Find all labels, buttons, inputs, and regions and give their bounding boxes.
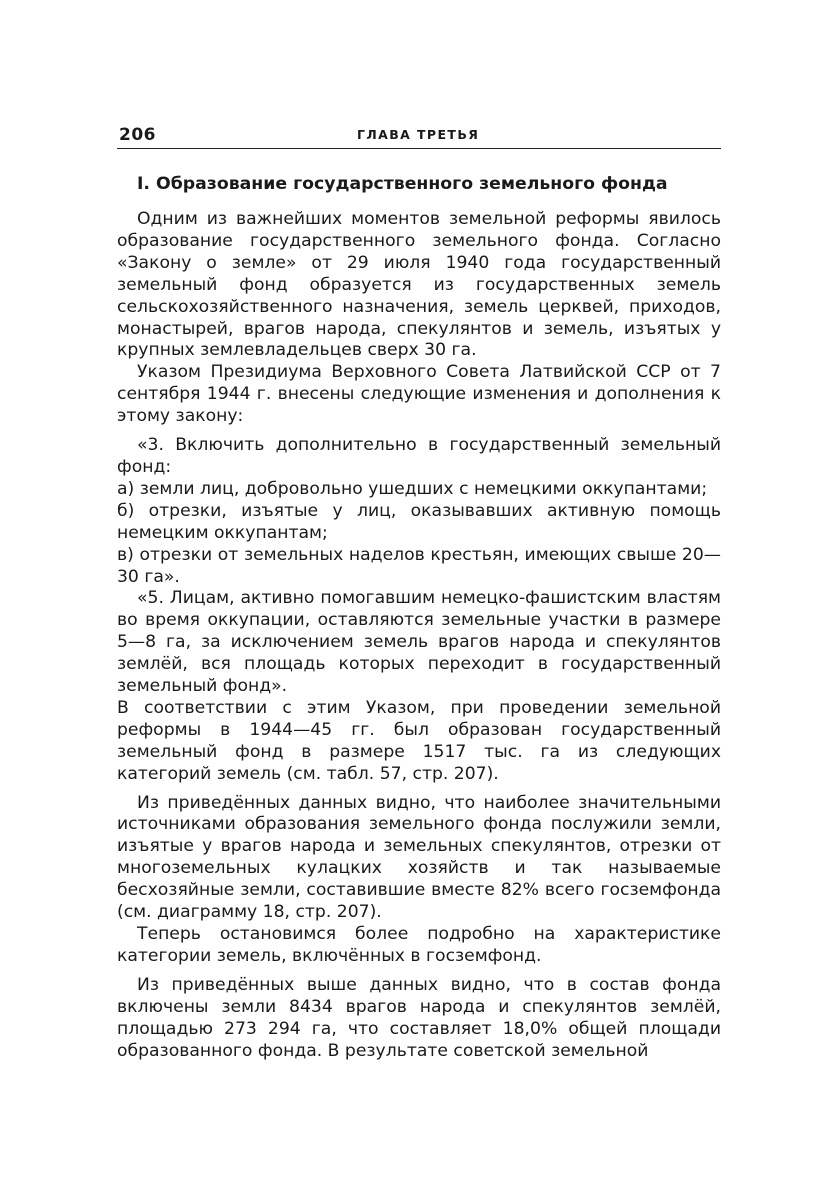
list-item-c: в) отрезки от земельных наделов крестьян, имеющих свыше 20—30 га». (117, 544, 721, 587)
chapter-title: ГЛАВА ТРЕТЬЯ (357, 127, 480, 142)
paragraph-enemies-lands: Из приведённых выше данных видно, что в состав фонда включены земли 8434 врагов народа и спекулянтов землёй, площадью 273 294 га, что составляет 18,0% общей площади образованного фонда. В результате советской земельной (117, 974, 721, 1061)
paragraph-categories-transition: Теперь остановимся более подробно на характеристике категории земель, включённых в госземфонд. (117, 924, 721, 966)
paragraph-decree-intro: Указом Президиума Верховного Совета Латвийской ССР от 7 сентября 1944 г. внесены следующие изменения и дополнения к этому закону: (117, 362, 721, 427)
quote-article-3: «3. Включить дополнительно в государственный земельный фонд: (117, 435, 721, 477)
page-number: 206 (119, 125, 156, 145)
list-item-a: а) земли лиц, добровольно ушедших с немецкими оккупантами; (117, 478, 708, 499)
paragraph-land-reform-intro: Одним из важнейших моментов земельной реформы явилось образование государственного земельного фонда. Согласно «Закону о земле» от 29 июля 1940 года государственный земельный фонд образуется из государственных земель сельскохозяйственного назначения, земель церквей, приходов, монастырей, врагов народа, спекулянтов и земель, изъятых у крупных землевладельцев сверх 30 га. (117, 209, 721, 361)
section-heading: I. Образование государственного земельного фонда (137, 174, 668, 194)
paragraph-fund-formation: В соответствии с этим Указом, при проведении земельной реформы в 1944—45 гг. был образован государственный земельный фонд в размере 1517 тыс. га из следующих категорий земель (см. табл. 57, стр. 207). (117, 697, 721, 784)
quote-article-5: «5. Лицам, активно помогавшим немецко-фашистским властям во время оккупации, оставляются земельные участки в размере 5—8 га, за исключением земель врагов народа и спекулянтов землёй, вся площадь которых переходит в государственный земельный фонд». (117, 588, 721, 697)
paragraph-main-sources: Из приведённых данных видно, что наиболее значительными источниками образования земельного фонда послужили земли, изъятые у врагов народа и земельных спекулянтов, отрезки от многоземельных кулацких хозяйств и так называемые бесхозяйные земли, составившие вместе 82% всего госземфонда (см. диаграмму 18, стр. 207). (117, 792, 721, 923)
running-head (117, 118, 721, 149)
list-item-b: б) отрезки, изъятые у лиц, оказывавших активную помощь немецким оккупантам; (117, 500, 721, 543)
book-page (117, 118, 721, 1062)
body-text (117, 209, 721, 1062)
